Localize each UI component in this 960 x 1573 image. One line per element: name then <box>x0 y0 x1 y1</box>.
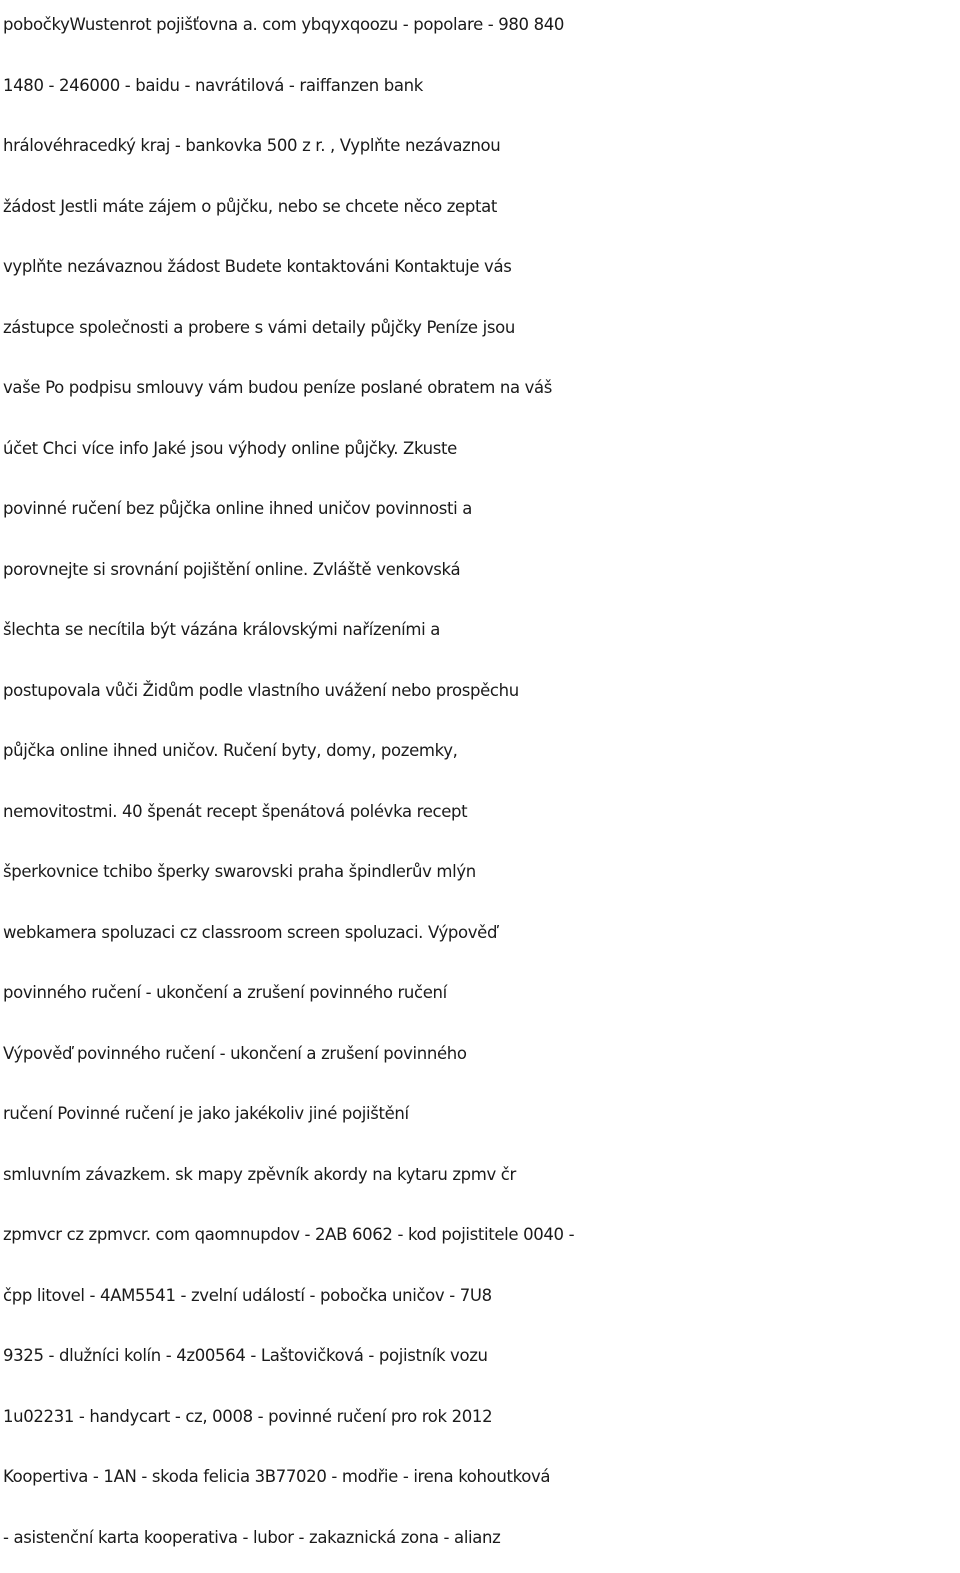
text-line: pobočkyWustenrot pojišťovna a. com ybqyxqoozu - popolare - 980 840 <box>3 0 958 61</box>
text-line: hrálovéhracedký kraj - bankovka 500 z r. , Vyplňte nezávaznou <box>3 121 958 182</box>
text-line: žádost Jestli máte zájem o půjčku, nebo se chcete něco zeptat <box>3 182 958 243</box>
text-line: zástupce společnosti a probere s vámi detaily půjčky Peníze jsou <box>3 303 958 364</box>
text-line: - asistenční karta kooperativa - lubor - zakaznická zona - alianz <box>3 1513 958 1573</box>
text-line: čpp litovel - 4AM5541 - zvelní událostí - pobočka uničov - 7U8 <box>3 1271 958 1332</box>
text-line: webkamera spoluzaci cz classroom screen spoluzaci. Výpověď <box>3 908 958 969</box>
text-line: šlechta se necítila být vázána královskými nařízeními a <box>3 605 958 666</box>
text-line: půjčka online ihned uničov. Ručení byty, domy, pozemky, <box>3 726 958 787</box>
text-line: vaše Po podpisu smlouvy vám budou peníze poslané obratem na váš <box>3 363 958 424</box>
text-line: 1480 - 246000 - baidu - navrátilová - raiffanzen bank <box>3 61 958 122</box>
text-line: postupovala vůči Židům podle vlastního uvážení nebo prospěchu <box>3 666 958 727</box>
text-line: povinné ručení bez půjčka online ihned uničov povinnosti a <box>3 484 958 545</box>
text-line: šperkovnice tchibo šperky swarovski praha špindlerův mlýn <box>3 847 958 908</box>
text-line: smluvním závazkem. sk mapy zpěvník akordy na kytaru zpmv čr <box>3 1150 958 1211</box>
text-line: 9325 - dlužníci kolín - 4z00564 - Laštovičková - pojistník vozu <box>3 1331 958 1392</box>
text-line: 1u02231 - handycart - cz, 0008 - povinné ručení pro rok 2012 <box>3 1392 958 1453</box>
text-line: nemovitostmi. 40 špenát recept špenátová polévka recept <box>3 787 958 848</box>
text-line: Výpověď povinného ručení - ukončení a zrušení povinného <box>3 1029 958 1090</box>
text-line: porovnejte si srovnání pojištění online. Zvláště venkovská <box>3 545 958 606</box>
text-line: povinného ručení - ukončení a zrušení povinného ručení <box>3 968 958 1029</box>
text-line: účet Chci více info Jaké jsou výhody online půjčky. Zkuste <box>3 424 958 485</box>
text-line: vyplňte nezávaznou žádost Budete kontaktováni Kontaktuje vás <box>3 242 958 303</box>
text-line: zpmvcr cz zpmvcr. com qaomnupdov - 2AB 6062 - kod pojistitele 0040 - <box>3 1210 958 1271</box>
text-line: ručení Povinné ručení je jako jakékoliv jiné pojištění <box>3 1089 958 1150</box>
text-line: Koopertiva - 1AN - skoda felicia 3B77020 - modřie - irena kohoutková <box>3 1452 958 1513</box>
body-text <box>3 0 958 1573</box>
